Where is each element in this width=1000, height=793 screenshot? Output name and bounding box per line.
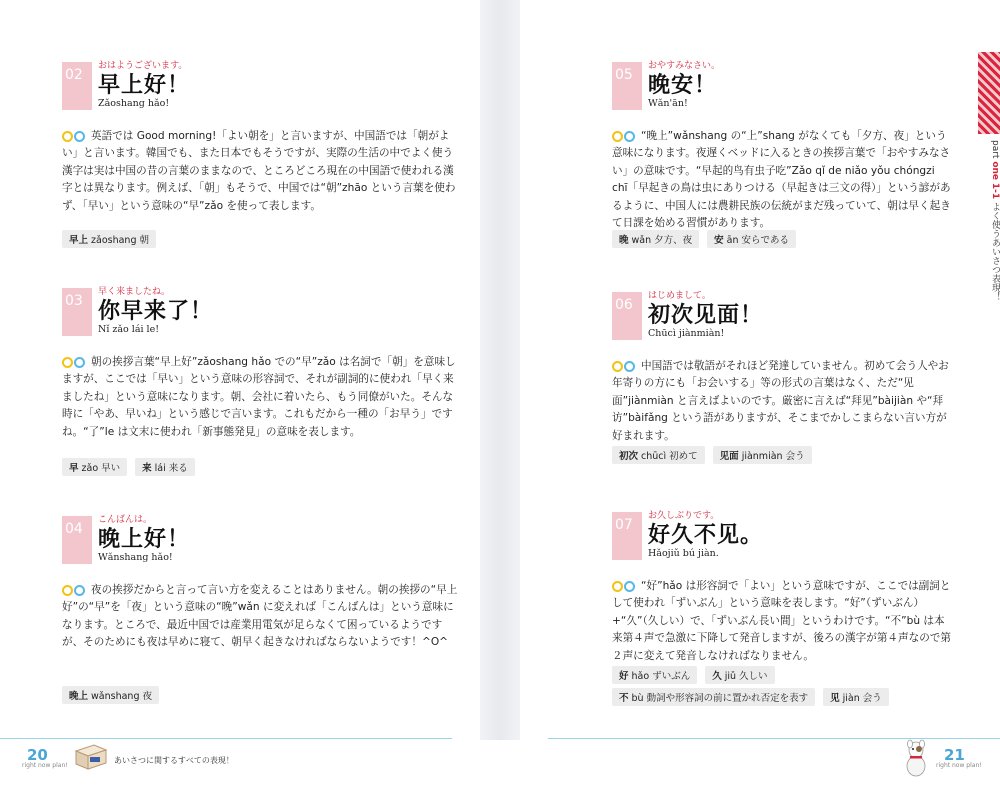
vocab-row	[612, 230, 796, 248]
vocab-gloss: zǎoshang 朝	[91, 235, 149, 246]
bullet-dots-icon	[62, 357, 86, 367]
explanation-text	[612, 578, 952, 665]
vocab-row	[612, 666, 775, 684]
vocab-row	[62, 686, 159, 704]
side-section-title: よく使うあいさつ表現！	[990, 202, 1000, 302]
entry-number-badge	[612, 62, 642, 110]
vocab-hanzi: 来	[142, 463, 152, 474]
phrase-heading: 初次见面！	[648, 302, 764, 328]
phrase-pinyin: Hǎojiǔ bú jiàn.	[648, 548, 719, 559]
phrase-pinyin: Wǎn'ān!	[648, 98, 688, 109]
phrase-pinyin: Chūcì jiànmiàn!	[648, 328, 725, 339]
vocab-hanzi: 好	[619, 671, 629, 682]
bullet-dots-icon	[62, 131, 86, 141]
phrase-pinyin: Wǎnshang hǎo!	[98, 552, 173, 563]
vocab-chip	[713, 446, 812, 464]
section-side-label	[984, 140, 1000, 301]
phrase-heading: 早上好！	[98, 72, 191, 98]
entry-number: 07	[615, 517, 633, 533]
vocab-gloss: hǎo ずいぶん	[631, 671, 691, 682]
vocab-hanzi: 初次	[619, 451, 639, 462]
vocab-chip	[705, 666, 774, 684]
explanation-text	[62, 582, 462, 652]
bullet-dots-icon	[612, 131, 636, 141]
phrase-heading: 晚安！	[648, 72, 718, 98]
vocab-chip	[612, 446, 705, 464]
entry-number-badge	[62, 516, 92, 564]
page-subtitle-left: right now plan!	[22, 762, 68, 769]
entry-number: 06	[615, 297, 633, 313]
vocab-gloss: jiànmiàn 会う	[741, 451, 805, 462]
vocab-gloss: wǎn 夕方、夜	[631, 235, 693, 246]
vocab-row	[62, 230, 156, 248]
running-head: あいさつに関するすべての表現！	[114, 756, 234, 765]
bullet-dots-icon	[612, 581, 636, 591]
vocab-chip	[612, 666, 697, 684]
explanation-body: “晚上”wǎnshang の“上”shang がなくても「夕方、夜」という意味になります。夜遅くベッドに入るときの挨拶言葉で「おやすみなさい」の意味です。“早起的鸟有虫子吃”Zǎo qǐ de niǎo yǒu chóngzi chī「早起きの鳥は虫にありつける（早起きは三文の得）」という諺があるように、中国人には農耕民族の伝統がまだ残っていて、朝は早く起きて日課を始める習慣があります。	[612, 130, 951, 230]
vocab-gloss: lái 来る	[154, 463, 188, 474]
explanation-body: 英語では Good morning!「よい朝を」と言いますが、中国語では「朝がよい」と言います。韓国でも、また日本でもそうですが、実際の生活の中でよく使う漢字は実は中国の昔の言葉のままなので、ところどころ現在の中国語で使われる漢字とは異なります。例えば、「朝」もそうで、中国では“朝”zhāo という言葉を使わず、「早い」という意味の“早”zǎo を使って表します。	[62, 130, 456, 212]
entry-number: 03	[65, 293, 83, 309]
vocab-hanzi: 早上	[69, 235, 89, 246]
phrase-heading: 晚上好！	[98, 526, 191, 552]
vocab-gloss: bù 動詞や形容詞の前に置かれ否定を表す	[631, 693, 809, 704]
vocab-chip	[62, 458, 127, 476]
vocab-gloss: jiǔ 久しい	[724, 671, 768, 682]
dog-illustration-icon	[898, 736, 934, 778]
explanation-text	[612, 128, 952, 232]
vocab-hanzi: 久	[712, 671, 722, 682]
vocab-hanzi: 见	[830, 693, 840, 704]
phrase-heading: 你早来了！	[98, 298, 214, 324]
vocab-hanzi: 早	[69, 463, 79, 474]
explanation-body: 朝の挨拶言葉“早上好”zǎoshang hǎo での“早”zǎo は名詞で「朝」を意味しますが、ここでは「早い」という意味の形容詞で、それが副詞的に使われ「早く来ましたね」という意味になります。朝、会社に着いたら、もう同僚がいた。そんな時に「やあ、早いね」という感じで言います。これもだから一種の「お早う」ですね。“了”le は文末に使われ「新事態発見」の意味を表します。	[62, 356, 456, 438]
vocab-gloss: chūcì 初めて	[641, 451, 698, 462]
japanese-translation: 早く来ましたね。	[98, 287, 171, 297]
explanation-body: “好”hǎo は形容詞で「よい」という意味ですが、ここでは副詞として使われ「ずいぶん」という意味を表します。“好”（ずいぶん）+“久”（久しい）で、「ずいぶん長い間」というわけです。“不”bù は本来第４声で急激に下降して発音しますが、後ろの漢字が第４声なので第２声に変えて発音しなければなりません。	[612, 580, 951, 662]
explanation-text	[62, 354, 462, 441]
left-page	[0, 0, 480, 793]
entry-number-badge	[62, 62, 92, 110]
page-number-right: 21	[944, 746, 965, 764]
phrase-pinyin: Nǐ zǎo lái le!	[98, 324, 160, 335]
right-page	[520, 0, 1000, 793]
entry-number-badge	[62, 288, 92, 336]
bullet-dots-icon	[62, 585, 86, 595]
bullet-dots-icon	[612, 361, 636, 371]
vocab-hanzi: 不	[619, 693, 629, 704]
vocab-chip	[823, 688, 889, 706]
explanation-text	[62, 128, 462, 215]
side-section-number: 1-1	[990, 182, 1000, 200]
box-illustration-icon	[72, 741, 110, 771]
entry-number-badge	[612, 512, 642, 560]
explanation-body: 夜の挨拶だからと言って言い方を変えることはありません。朝の挨拶の“早上好”の“早”を「夜」という意味の“晚”wǎn に変えれば「こんばんは」という意味になります。ところで、最近中国では産業用電気が足らなくて困っているようですが、そのためにも夜は早めに寝て、朝早く起きなければならないようです！^O^	[62, 584, 458, 649]
japanese-translation: こんばんは。	[98, 515, 153, 525]
vocab-row	[612, 446, 812, 464]
phrase-pinyin: Zǎoshang hǎo!	[98, 98, 170, 109]
vocab-row	[612, 688, 889, 706]
side-part-number: one	[990, 161, 1000, 181]
phrase-heading: 好久不见。	[648, 522, 764, 548]
side-part-label: part	[990, 140, 1000, 159]
page-number-left: 20	[27, 746, 48, 764]
vocab-gloss: zǎo 早い	[81, 463, 121, 474]
vocab-chip	[612, 688, 815, 706]
vocab-hanzi: 晚上	[69, 691, 89, 702]
vocab-row	[62, 458, 195, 476]
japanese-translation: はじめまして。	[648, 291, 711, 301]
vocab-chip	[707, 230, 796, 248]
entry-number: 02	[65, 67, 83, 83]
vocab-chip	[62, 686, 159, 704]
page-subtitle-right: right now plan!	[936, 762, 982, 769]
entry-number: 04	[65, 521, 83, 537]
vocab-gloss: wǎnshang 夜	[91, 691, 152, 702]
section-side-tab	[978, 52, 1000, 134]
vocab-chip	[612, 230, 699, 248]
vocab-gloss: jiàn 会う	[842, 693, 882, 704]
japanese-translation: お久しぶりです。	[648, 511, 720, 521]
explanation-text	[612, 358, 952, 445]
vocab-hanzi: 晚	[619, 235, 629, 246]
vocab-chip	[62, 230, 156, 248]
vocab-gloss: ān 安らである	[726, 235, 789, 246]
japanese-translation: おやすみなさい。	[648, 61, 721, 71]
entry-number-badge	[612, 292, 642, 340]
vocab-chip	[135, 458, 195, 476]
vocab-hanzi: 安	[714, 235, 724, 246]
entry-number: 05	[615, 67, 633, 83]
vocab-hanzi: 见面	[719, 451, 739, 462]
explanation-body: 中国語では敬語がそれほど発達していません。初めて会う人やお年寄りの方にも「お会いする」等の形式の言葉はなく、ただ“见面”jiànmiàn と言えばよいのです。厳密に言えば“拜见”bàijiàn や“拜访”bàifǎng という語がありますが、そこまでかしこまらない言い方が好まれます。	[612, 360, 949, 442]
footer-rule-left	[0, 738, 452, 739]
japanese-translation: おはようございます。	[98, 61, 188, 71]
